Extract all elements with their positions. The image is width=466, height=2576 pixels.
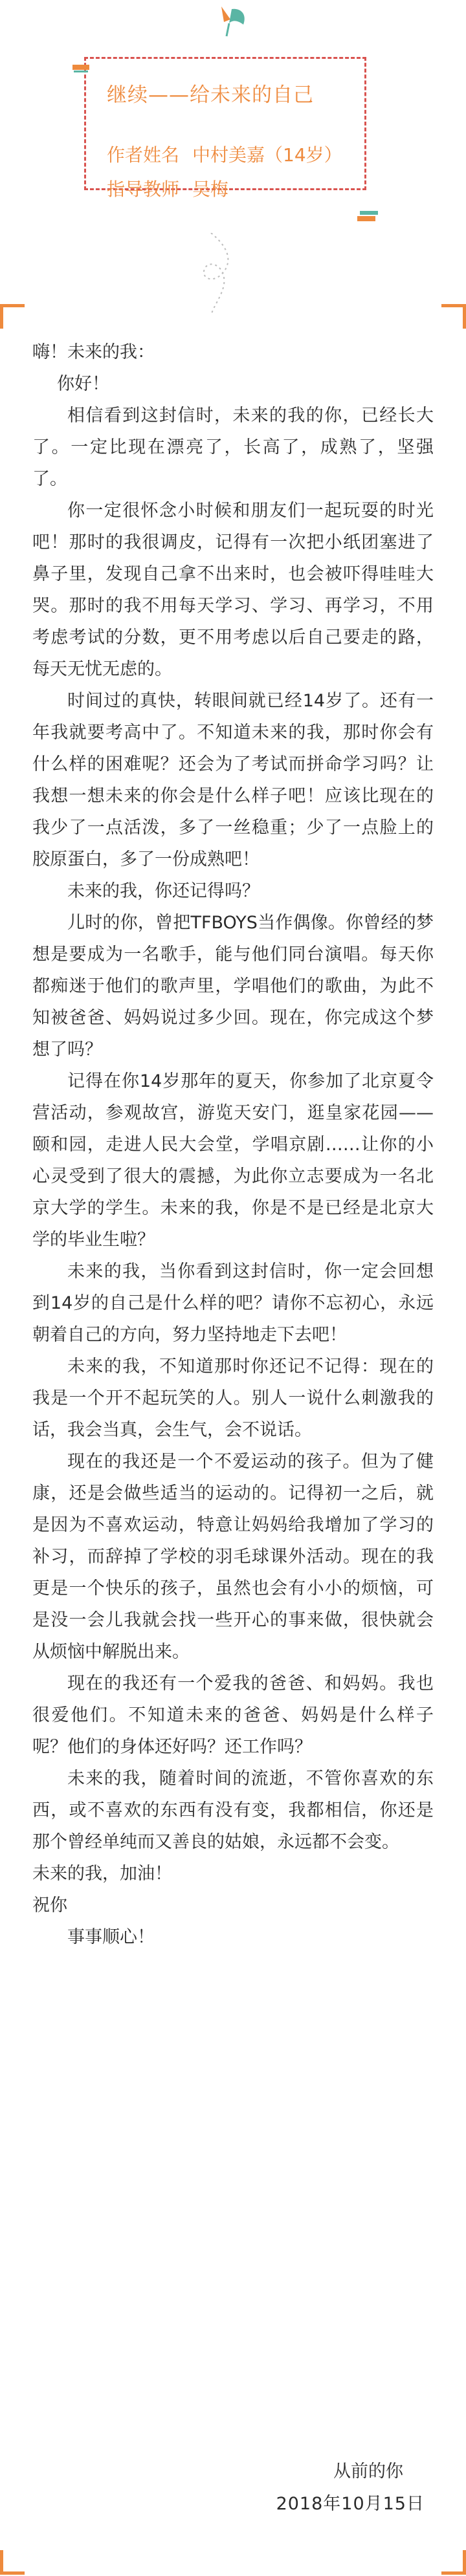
- author-label: 作者姓名: [107, 144, 180, 166]
- frame-corner-bottom-right-icon: [440, 2549, 466, 2575]
- letter-paragraph: 未来的我，当你看到这封信时，你一定会回想到14岁的自己是什么样的吧？请你不忘初心，永远朝着自己的方向，努力坚持地走下去吧！: [32, 1261, 434, 1345]
- letter-wish: 事事顺心！: [67, 1927, 155, 1947]
- title-corner-top-left-icon: [72, 65, 92, 74]
- author-name: 中村美嘉（14岁）: [192, 144, 342, 166]
- letter-paragraph: 儿时的你，曾把TFBOYS当作偶像。你曾经的梦想是要成为一名歌手，能与他们同台演唱。每天你都痴迷于他们的歌声里，学唱他们的歌曲，为此不知被爸爸、妈妈说过多少回。现在，你完成这个梦想了吗？: [32, 913, 434, 1060]
- letter-hello: 你好！: [57, 374, 109, 394]
- letter-paragraph: 未来的我，不知道那时你还记不记得：现在的我是一个开不起玩笑的人。别人一说什么刺激我的话，我会当真，会生气，会不说话。: [32, 1357, 434, 1440]
- title-corner-bottom-right-icon: [357, 211, 379, 223]
- letter-paragraph: 现在的我还是一个不爱运动的孩子。但为了健康，还是会做些适当的运动的。记得初一之后，就是因为不喜欢运动，特意让妈妈给我增加了学习的补习，而辞掉了学校的羽毛球课外活动。现在的我更是一个快乐的孩子，虽然也会有小小的烦恼，可是没一会儿我就会找一些开心的事来做，很快就会从烦恼中解脱出来。: [32, 1452, 434, 1662]
- letter-paragraph: 相信看到这封信时，未来的我的你，已经长大了。一定比现在漂亮了，长高了，成熟了，坚强了。: [32, 406, 434, 489]
- letter-body: [32, 336, 434, 1953]
- letter-title: 继续——给未来的自己: [107, 83, 314, 107]
- teacher-label: 指导教师: [107, 179, 180, 200]
- letter-greeting: 嗨！未来的我：: [32, 342, 155, 362]
- frame-corner-top-right-icon: [440, 304, 466, 330]
- letter-paragraph: 记得在你14岁那年的夏天，你参加了北京夏令营活动，参观故宫，游览天安门，逛皇家花园——颐和园，走进人民大会堂，学唱京剧……让你的小心灵受到了很大的震撼，为此你立志要成为一名北京大学的学生。未来的我，你是不是已经是北京大学的毕业生啦？: [32, 1071, 434, 1250]
- teacher-name: 吴梅: [192, 179, 229, 200]
- letter-paragraph: 未来的我，随着时间的流逝，不管你喜欢的东西，或不喜欢的东西有没有变，我都相信，你还是那个曾经单纯而又善良的姑娘，永远都不会变。: [32, 1769, 434, 1852]
- frame-corner-bottom-left-icon: [0, 2549, 26, 2575]
- teacher-line: [107, 175, 228, 201]
- letter-cheer: 未来的我，加油！: [32, 1864, 172, 1884]
- leaf-icon: [215, 5, 251, 39]
- author-line: [107, 141, 342, 167]
- letter-paragraph: 未来的我，你还记得吗？: [67, 881, 260, 901]
- letter-paragraph: 时间过的真快，转眼间就已经14岁了。还有一年我就要考高中了。不知道未来的我，那时你会有什么样的困难呢？还会为了考试而拼命学习吗？让我想一想未来的你会是什么样子吧！应该比现在的我少了一点活泼，多了一丝稳重；少了一点脸上的胶原蛋白，多了一份成熟吧！: [32, 691, 434, 869]
- letter-date: 2018年10月15日: [276, 2494, 425, 2514]
- letter-closing: 祝你: [32, 1895, 67, 1916]
- letter-paragraph: 你一定很怀念小时候和朋友们一起玩耍的时光吧！那时的我很调皮，记得有一次把小纸团塞进了鼻子里，发现自己拿不出来时，也会被吓得哇哇大哭。那时的我不用每天学习、学习、再学习，不用考虑考试的分数，更不用考虑以后自己要走的路，每天无忧无虑的。: [32, 501, 434, 679]
- dotted-swirl-icon: [188, 233, 252, 317]
- letter-signature: 从前的你: [333, 2461, 403, 2482]
- letter-paragraph: 现在的我还有一个爱我的爸爸、和妈妈。我也很爱他们。不知道未来的爸爸、妈妈是什么样子呢？他们的身体还好吗？还工作吗？: [32, 1674, 434, 1757]
- frame-corner-top-left-icon: [0, 304, 26, 330]
- title-box: [84, 57, 366, 200]
